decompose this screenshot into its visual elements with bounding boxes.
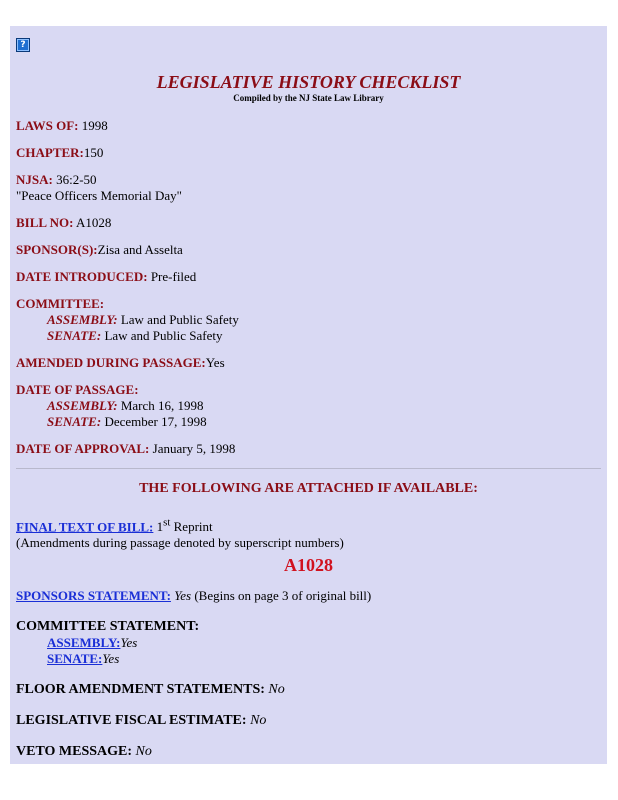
section-divider xyxy=(16,468,601,469)
passage-assembly-label: ASSEMBLY: xyxy=(47,398,118,413)
committee-senate xyxy=(16,328,601,344)
chapter-field xyxy=(16,145,601,161)
njsa-value: 36:2-50 xyxy=(52,172,97,187)
checklist-page xyxy=(10,26,607,764)
laws-of-label: LAWS OF: xyxy=(16,118,79,133)
committee-assembly-label: ASSEMBLY: xyxy=(47,312,118,327)
date-of-approval-value: January 5, 1998 xyxy=(149,441,236,456)
passage-assembly xyxy=(16,398,601,414)
committee-statement-label: COMMITTEE STATEMENT: xyxy=(16,619,200,635)
fiscal-estimate-label: LEGISLATIVE FISCAL ESTIMATE: xyxy=(16,713,247,729)
attached-heading: THE FOLLOWING ARE ATTACHED IF AVAILABLE: xyxy=(139,481,478,496)
bill-no-label: BILL NO: xyxy=(16,215,74,230)
date-of-passage-field xyxy=(16,382,601,430)
sponsors-statement-value: Yes xyxy=(170,588,192,604)
chapter-label: CHAPTER: xyxy=(16,145,84,160)
bill-no-field xyxy=(16,215,601,231)
sponsors-field xyxy=(16,242,601,258)
sponsors-statement-link[interactable]: SPONSORS STATEMENT: xyxy=(16,588,171,604)
sponsors-label: SPONSOR(S): xyxy=(16,242,98,257)
passage-senate-value: December 17, 1998 xyxy=(101,414,207,429)
fiscal-estimate-field xyxy=(16,712,601,729)
committee-statement-senate-link[interactable]: SENATE: xyxy=(47,651,103,667)
fiscal-estimate-value: No xyxy=(246,713,267,729)
floor-amendment-value: No xyxy=(264,682,285,698)
committee-assembly xyxy=(16,312,601,328)
committee-statement-senate xyxy=(16,651,601,667)
amended-field xyxy=(16,355,601,371)
laws-of-value: 1998 xyxy=(78,118,108,133)
veto-message-value: No xyxy=(132,744,152,760)
njsa-field xyxy=(16,172,601,204)
final-text-value: 1st Reprint xyxy=(153,517,213,535)
committee-statement-senate-value: Yes xyxy=(102,651,120,667)
committee-assembly-value: Law and Public Safety xyxy=(117,312,239,327)
sponsors-value: Zisa and Asselta xyxy=(97,242,183,257)
committee-field xyxy=(16,296,601,344)
floor-amendment-field xyxy=(16,681,601,698)
bill-number-heading: A1028 xyxy=(284,555,333,576)
final-text-superscript: st xyxy=(163,517,171,529)
page-title: LEGISLATIVE HISTORY CHECKLIST xyxy=(156,72,461,92)
committee-label: COMMITTEE: xyxy=(16,296,105,311)
date-introduced-field xyxy=(16,269,601,285)
date-of-passage-label: DATE OF PASSAGE: xyxy=(16,382,139,397)
final-text-field xyxy=(16,515,601,551)
sponsors-statement-field xyxy=(16,588,601,604)
date-introduced-label: DATE INTRODUCED: xyxy=(16,269,148,284)
committee-statement-assembly-link[interactable]: ASSEMBLY: xyxy=(47,635,121,651)
amended-value: Yes xyxy=(205,355,225,370)
committee-statement-assembly-value: Yes xyxy=(120,635,138,651)
final-text-note: (Amendments during passage denoted by superscript numbers) xyxy=(16,535,344,551)
date-of-approval-field xyxy=(16,441,601,457)
floor-amendment-label: FLOOR AMENDMENT STATEMENTS: xyxy=(16,682,265,698)
committee-senate-value: Law and Public Safety xyxy=(101,328,223,343)
amended-label: AMENDED DURING PASSAGE: xyxy=(16,355,206,370)
bill-no-value: A1028 xyxy=(73,215,112,230)
passage-senate xyxy=(16,414,601,430)
sponsors-statement-note: (Begins on page 3 of original bill) xyxy=(191,588,372,604)
date-introduced-value: Pre-filed xyxy=(147,269,197,284)
veto-message-field xyxy=(16,743,601,760)
page-subtitle: Compiled by the NJ State Law Library xyxy=(233,93,384,103)
chapter-value: 150 xyxy=(83,145,104,160)
committee-senate-label: SENATE: xyxy=(47,328,102,343)
njsa-description: "Peace Officers Memorial Day" xyxy=(16,188,182,203)
help-icon[interactable]: ? xyxy=(16,38,30,52)
passage-senate-label: SENATE: xyxy=(47,414,102,429)
passage-assembly-value: March 16, 1998 xyxy=(117,398,204,413)
final-text-link[interactable]: FINAL TEXT OF BILL: xyxy=(16,519,154,535)
committee-statement-assembly xyxy=(16,635,601,651)
laws-of-field xyxy=(16,118,601,134)
njsa-label: NJSA: xyxy=(16,172,53,187)
veto-message-label: VETO MESSAGE: xyxy=(16,744,133,760)
date-of-approval-label: DATE OF APPROVAL: xyxy=(16,441,150,456)
committee-statement-field xyxy=(16,618,601,667)
